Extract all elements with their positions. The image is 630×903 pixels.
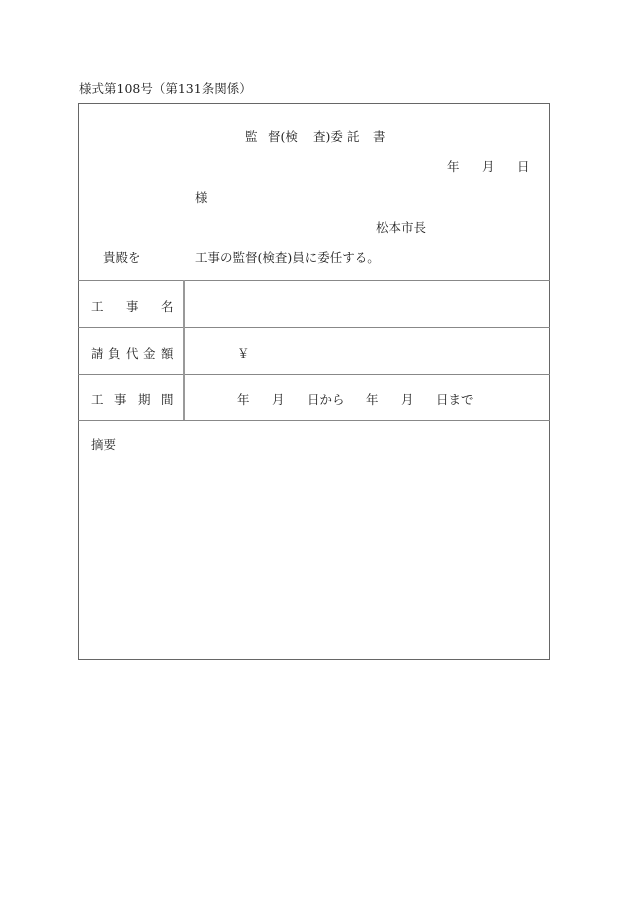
appointment-lead: 貴殿を bbox=[103, 250, 141, 265]
row-label-contract-amount-char: 負 bbox=[108, 346, 121, 361]
row-label-construction-period-char: 工 bbox=[91, 392, 104, 407]
date-month-label: 月 bbox=[482, 159, 495, 174]
date-day-label: 日 bbox=[517, 159, 530, 174]
summary-label: 摘要 bbox=[91, 437, 117, 452]
row-label-contract-amount-char: 額 bbox=[161, 346, 174, 361]
period-start-day: 日から bbox=[307, 392, 345, 407]
issuer-name: 松本市長 bbox=[376, 220, 427, 235]
row-label-contract-amount-char: 金 bbox=[143, 346, 156, 361]
row-label-construction-name-char: 事 bbox=[126, 299, 139, 314]
appointment-text: 工事の監督(検査)員に委任する。 bbox=[195, 250, 380, 265]
title-part-2: 督(検 bbox=[268, 129, 298, 144]
row-label-construction-period-char: 事 bbox=[114, 392, 127, 407]
period-start-year: 年 bbox=[237, 392, 250, 407]
period-end-day: 日まで bbox=[436, 392, 474, 407]
title-part-5: 書 bbox=[373, 129, 386, 144]
title-part-4: 託 bbox=[347, 129, 360, 144]
row-divider bbox=[78, 280, 550, 281]
period-end-month: 月 bbox=[401, 392, 414, 407]
row-divider bbox=[78, 374, 550, 375]
title-part-3: 査)委 bbox=[313, 129, 343, 144]
addressee-suffix: 様 bbox=[195, 190, 208, 205]
row-label-construction-name-char: 名 bbox=[161, 299, 174, 314]
row-divider bbox=[78, 420, 550, 421]
row-divider bbox=[78, 327, 550, 328]
row-label-construction-name-char: 工 bbox=[91, 299, 104, 314]
row-label-construction-period-char: 間 bbox=[161, 392, 174, 407]
period-start-month: 月 bbox=[272, 392, 285, 407]
row-label-construction-period-char: 期 bbox=[138, 392, 151, 407]
date-year-label: 年 bbox=[447, 159, 460, 174]
title-part-1: 監 bbox=[245, 129, 258, 144]
summary-area[interactable] bbox=[90, 455, 540, 650]
period-end-year: 年 bbox=[366, 392, 379, 407]
row-label-contract-amount-char: 代 bbox=[126, 346, 139, 361]
form-number: 様式第108号（第131条関係） bbox=[79, 81, 252, 96]
column-divider bbox=[183, 280, 185, 420]
contract-amount-yen[interactable]: ￥ bbox=[237, 346, 250, 361]
row-label-contract-amount-char: 請 bbox=[91, 346, 104, 361]
